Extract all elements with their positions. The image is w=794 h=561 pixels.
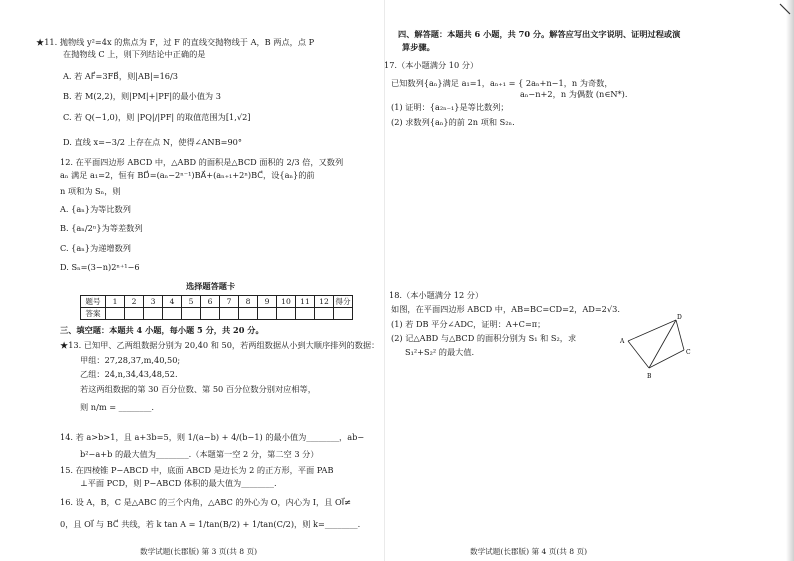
answer-card-number-row <box>81 296 353 308</box>
q17-line1: 已知数列{aₙ}满足 a₁=1，aₙ₊₁ = { 2aₙ+n−1，n 为奇数， <box>391 78 613 88</box>
answer-card-answer-row <box>81 308 353 320</box>
q18-part2: (2) 记△ABD 与△BCD 的面积分别为 S₁ 和 S₂，求 <box>391 333 577 343</box>
q14-line1: 14. 若 a>b>1，且 a+3b=5，则 1/(a−b) + 4/(b−1) 的最小值为________，ab− <box>60 432 365 442</box>
answer-cell[interactable] <box>106 308 125 320</box>
answer-cell[interactable] <box>125 308 144 320</box>
section4-heading-line1: 四、解答题：本题共 6 小题，共 70 分。解答应写出文字说明、证明过程或演 <box>398 29 681 39</box>
page-gutter <box>384 0 385 561</box>
answer-card-num: 5 <box>182 296 201 308</box>
vertex-label-b: B <box>647 373 652 380</box>
answer-card-num: 6 <box>201 296 220 308</box>
answer-card-row2-header: 答案 <box>81 308 106 320</box>
q17-part2: (2) 求数列{aₙ}的前 2n 项和 S₂ₙ. <box>391 117 515 127</box>
answer-card-num: 1 <box>106 296 125 308</box>
answer-card-row1-header: 题号 <box>81 296 106 308</box>
answer-cell[interactable] <box>144 308 163 320</box>
answer-card-num: 4 <box>163 296 182 308</box>
answer-card-num: 9 <box>258 296 277 308</box>
q13-line2: 甲组：27,28,37,m,40,50; <box>80 355 181 365</box>
q16-line1: 16. 设 A，B，C 是△ABC 的三个内角，△ABC 的外心为 O，内心为 I，且 OI⃗≠ <box>60 497 352 507</box>
q18-line1: 如图，在平面四边形 ABCD 中，AB=BC=CD=2，AD=2√3. <box>391 304 620 314</box>
vertex-label-c: C <box>686 349 691 356</box>
q18-title: 18.（本小题满分 12 分） <box>389 290 484 300</box>
q13-line4: 若这两组数据的第 30 百分位数、第 50 百分位数分别对应相等， <box>80 384 316 394</box>
section3-heading: 三、填空题：本题共 4 小题，每小题 5 分，共 20 分。 <box>60 325 264 335</box>
q15-line1: 15. 在四棱锥 P−ABCD 中，底面 ABCD 是边长为 2 的正方形，平面 PAB <box>60 465 334 475</box>
q15-line2: ⊥平面 PCD，则 P−ABCD 体积的最大值为________. <box>80 478 277 488</box>
answer-card-score-label: 得分 <box>335 297 351 306</box>
answer-cell[interactable] <box>220 308 239 320</box>
right-page-footer: 数学试题(长郡版) 第 4 页(共 8 页) <box>470 547 588 556</box>
answer-cell[interactable] <box>277 308 296 320</box>
answer-card-num: 2 <box>125 296 144 308</box>
right-page <box>384 0 794 561</box>
q11-line2: 在抛物线 C 上，则下列结论中正确的是 <box>63 49 206 59</box>
q12-option-b: B. {aₙ/2ⁿ}为等差数列 <box>60 223 143 233</box>
q17-line1b: aₙ−n+2，n 为偶数 (n∈N*). <box>520 89 628 99</box>
answer-card-table <box>80 295 353 320</box>
answer-cell[interactable] <box>258 308 277 320</box>
answer-cell[interactable] <box>182 308 201 320</box>
q16-line2: 0，且 OI⃗ 与 BC⃗ 共线，若 k tan A = 1/tan(B/2) + 1/tan(C/2)，则 k=________. <box>60 519 361 529</box>
left-page <box>0 0 380 561</box>
q12-line3: n 项和为 Sₙ，则 <box>60 186 121 196</box>
q11-line1: ★11. 抛物线 y²=4x 的焦点为 F，过 F 的直线交抛物线于 A，B 两点，点 P <box>36 37 315 47</box>
edge-cd <box>676 320 684 350</box>
q12-option-d: D. Sₙ=(3−n)2ⁿ⁺¹−6 <box>60 262 140 272</box>
answer-cell[interactable] <box>163 308 182 320</box>
q17-title: 17.（本小题满分 10 分） <box>384 60 479 70</box>
section4-heading-line2: 算步骤。 <box>402 42 435 52</box>
answer-card-num: 7 <box>220 296 239 308</box>
q11-option-b: B. 若 M(2,2)，则|PM|+|PF|的最小值为 3 <box>63 91 221 101</box>
answer-cell[interactable] <box>201 308 220 320</box>
q18-part2b: S₁²+S₂² 的最大值. <box>405 347 475 357</box>
q11-option-d: D. 直线 x=−3/2 上存在点 N，使得∠ANB=90° <box>63 137 242 147</box>
q12-option-a: A. {aₙ}为等比数列 <box>60 204 131 214</box>
edge-da <box>628 320 676 341</box>
left-page-footer: 数学试题(长郡版) 第 3 页(共 8 页) <box>140 547 258 556</box>
vertex-label-d: D <box>677 314 682 321</box>
answer-card-num: 11 <box>296 296 315 308</box>
q17-part1: (1) 证明：{a₂ₙ₋₁}是等比数列； <box>391 102 509 112</box>
q12-line2: aₙ 满足 a₁=2，恒有 BD⃗=(aₙ−2ⁿ⁻¹)BA⃗+(aₙ₊₁+2ⁿ)BC⃗，设{aₙ}的前 <box>60 170 315 180</box>
q12-option-c: C. {aₙ}为递增数列 <box>60 243 131 253</box>
q13-line3: 乙组：24,n,34,43,48,52. <box>80 369 178 379</box>
answer-card-num: 10 <box>277 296 296 308</box>
answer-cell[interactable] <box>296 308 315 320</box>
answer-card-num: 3 <box>144 296 163 308</box>
q18-part1: (1) 若 DB 平分∠ADC，证明：A+C=π； <box>391 319 546 329</box>
score-cell[interactable] <box>334 308 353 320</box>
q14-line2: b²−a+b 的最大值为________.（本题第一空 2 分，第二空 3 分） <box>80 449 319 459</box>
q12-line1: 12. 在平面四边形 ABCD 中，△ABD 的面积是△BCD 面积的 2/3 倍，又数列 <box>60 157 344 167</box>
quadrilateral-figure <box>616 313 696 383</box>
answer-card-title: 选择题答题卡 <box>186 281 236 291</box>
answer-card-num: 8 <box>239 296 258 308</box>
answer-cell[interactable] <box>239 308 258 320</box>
q13-line1: ★13. 已知甲、乙两组数据分别为 20,40 和 50，若两组数据从小到大顺序排列的数据： <box>60 340 380 350</box>
answer-cell[interactable] <box>315 308 334 320</box>
edge-ab <box>628 341 649 368</box>
q13-line5: 则 n/m = ________. <box>80 402 155 412</box>
answer-card-num: 12 <box>315 296 334 308</box>
vertex-label-a: A <box>620 338 625 345</box>
q11-option-c: C. 若 Q(−1,0)，则 |PQ|/|PF| 的取值范围为[1,√2] <box>63 112 251 122</box>
q11-option-a: A. 若 AF⃗=3FB⃗，则|AB|=16/3 <box>63 71 178 81</box>
